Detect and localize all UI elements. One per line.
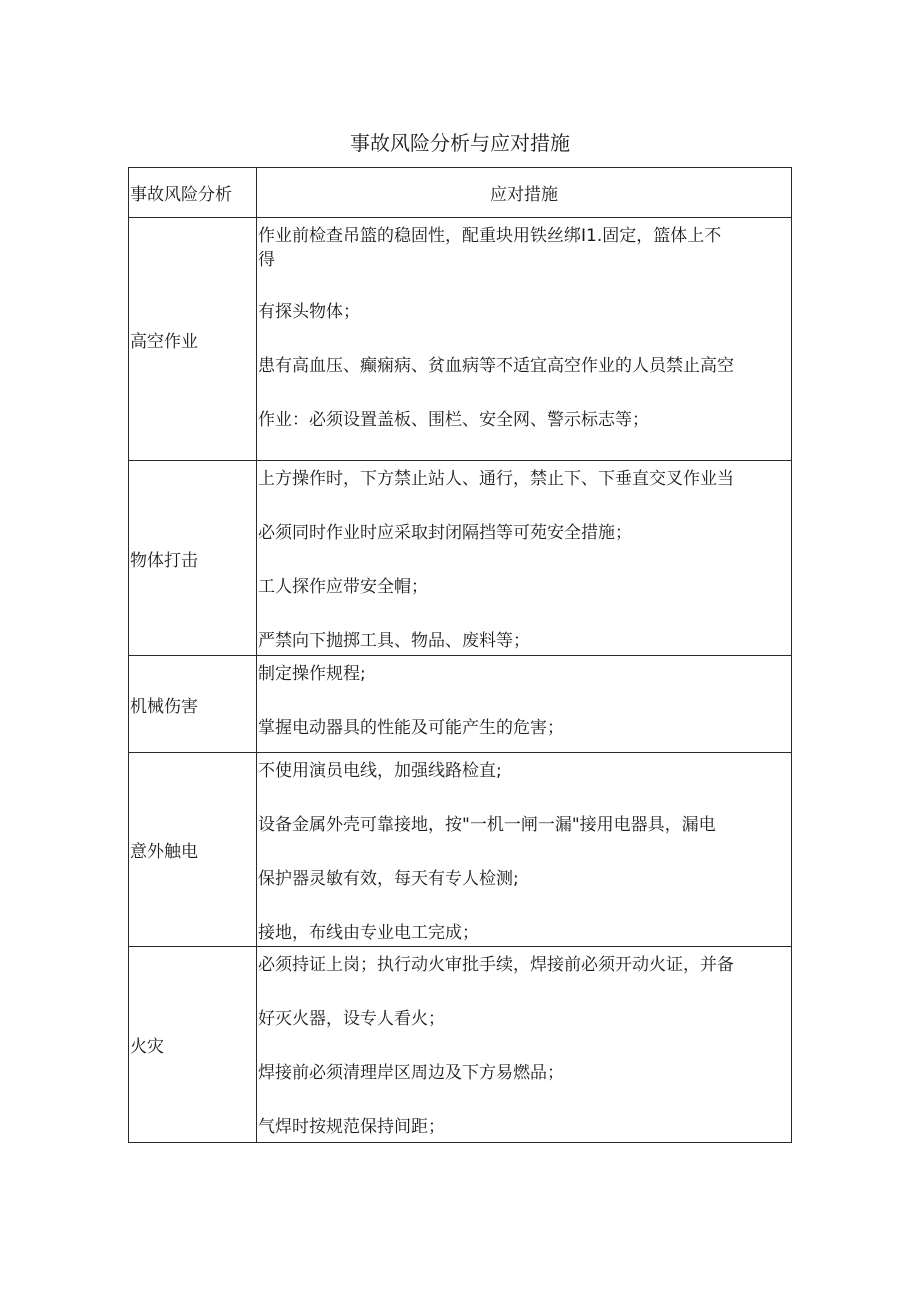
measure-line: 作业前检查吊篮的稳固性，配重块用铁丝绑I1.固定，篮体上不 bbox=[258, 226, 722, 246]
measure-line: 气焊时按规范保持间距； bbox=[258, 1117, 445, 1137]
measure-cell bbox=[257, 461, 792, 656]
header-countermeasures: 应对措施 bbox=[257, 168, 792, 218]
risk-label: 物体打击 bbox=[129, 461, 257, 656]
measure-line: 掌握电动器具的性能及可能产生的危害； bbox=[258, 718, 564, 738]
measure-line: 作业：必须设置盖板、围栏、安全网、警示标志等； bbox=[258, 410, 649, 430]
table-row bbox=[129, 753, 792, 947]
table-row bbox=[129, 947, 792, 1143]
measure-line: 不使用演员电线，加强线路检直; bbox=[258, 761, 502, 781]
risk-label: 机械伤害 bbox=[129, 656, 257, 753]
measure-cell bbox=[257, 947, 792, 1143]
table-row bbox=[129, 461, 792, 656]
measure-line: 好灭火器，设专人看火； bbox=[258, 1009, 445, 1029]
measure-line: 接地，布线由专业电工完成； bbox=[258, 923, 479, 943]
measure-line: 必须同时作业时应采取封闭隔挡等可苑安全措施； bbox=[258, 523, 632, 543]
measure-line: 制定操作规程; bbox=[258, 664, 366, 684]
measure-line: 工人探作应带安全帽； bbox=[258, 577, 428, 597]
measure-line: 有探头物体； bbox=[258, 302, 360, 322]
table-row bbox=[129, 218, 792, 461]
measure-cell bbox=[257, 656, 792, 753]
risk-label: 意外触电 bbox=[129, 753, 257, 947]
header-risk-analysis: 事故风险分析 bbox=[129, 168, 257, 218]
document-title: 事故风险分析与应对措施 bbox=[350, 131, 570, 155]
measure-cell bbox=[257, 218, 792, 461]
measure-line: 患有高血压、癫痫病、贫血病等不适宜高空作业的人员禁止高空 bbox=[258, 356, 734, 376]
measure-line: 焊接前必须清理岸区周边及下方易燃品； bbox=[258, 1063, 564, 1083]
risk-measures-table bbox=[128, 167, 792, 1143]
table-header-row bbox=[129, 168, 792, 218]
measure-line: 严禁向下抛掷工具、物品、废料等； bbox=[258, 631, 530, 651]
table-row bbox=[129, 656, 792, 753]
measure-line: 保护器灵敏有效，每天有专人检测; bbox=[258, 869, 519, 889]
measure-cell bbox=[257, 753, 792, 947]
measure-line: 上方操作时，下方禁止站人、通行，禁止下、下垂直交叉作业当 bbox=[258, 469, 734, 489]
measure-line: 得 bbox=[258, 250, 275, 270]
risk-label: 火灾 bbox=[129, 947, 257, 1143]
risk-label: 高空作业 bbox=[129, 218, 257, 461]
measure-line: 必须持证上岗；执行动火审批手续，焊接前必须开动火证，并备 bbox=[258, 955, 734, 975]
measure-line: 设备金属外壳可靠接地，按"一机一闸一漏"接用电器具，漏电 bbox=[258, 815, 716, 835]
